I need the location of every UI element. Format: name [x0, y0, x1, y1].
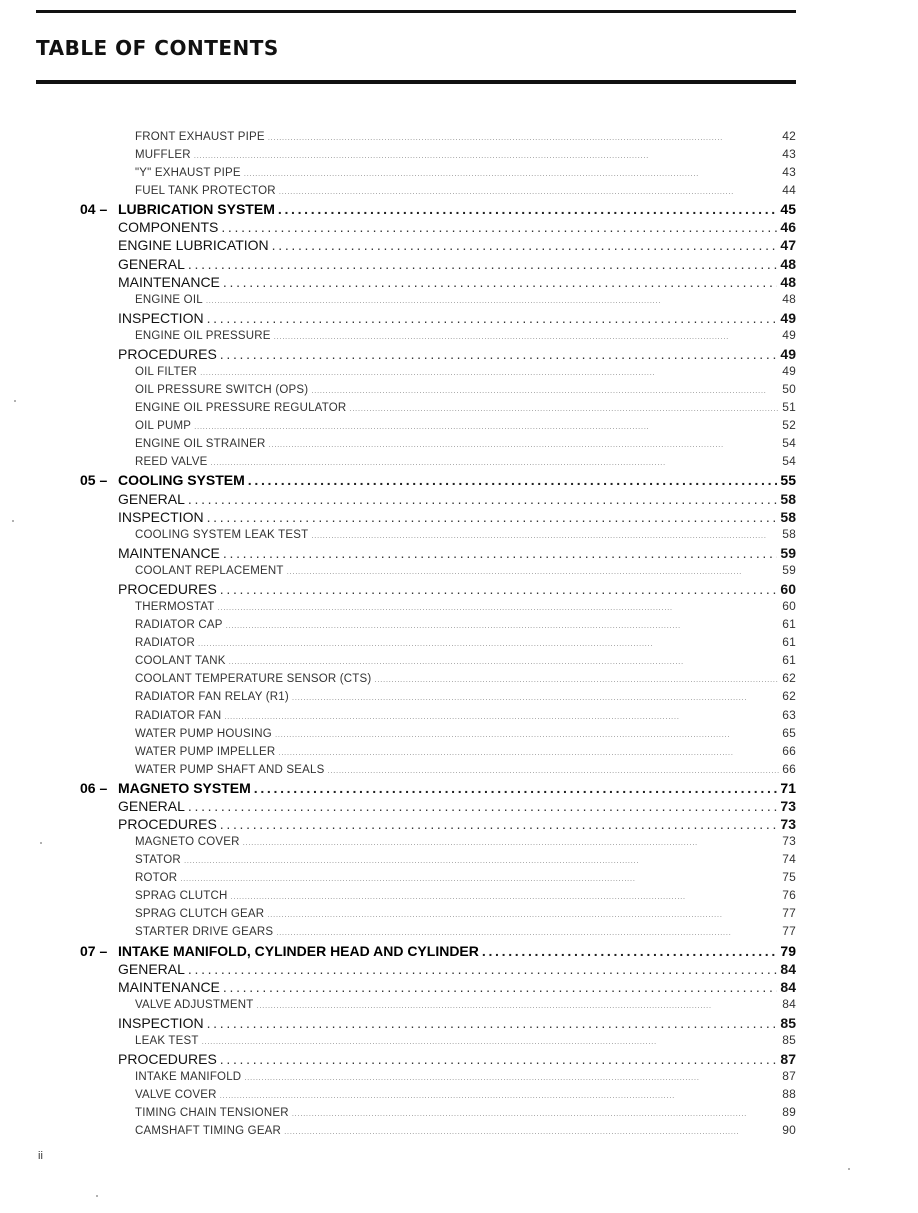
toc-subsection-row[interactable]	[0, 165, 918, 183]
toc-entry-title: PROCEDURES	[118, 1050, 217, 1067]
dot-leader	[292, 1109, 780, 1118]
toc-section-row[interactable]	[0, 256, 918, 274]
toc-entry-title: FRONT EXHAUST PIPE	[135, 131, 265, 143]
toc-section-row[interactable]	[0, 237, 918, 255]
toc-entry-title: COOLING SYSTEM LEAK TEST	[135, 528, 309, 541]
toc-page-number: 71	[780, 779, 796, 796]
toc-page-number: 87	[780, 1050, 796, 1067]
toc-page-number: 54	[782, 454, 796, 469]
toc-page-number: 74	[782, 852, 796, 867]
toc-subsection-row[interactable]	[0, 436, 918, 454]
dot-leader	[254, 780, 778, 796]
dot-leader	[206, 296, 779, 305]
toc-entry-title: TIMING CHAIN TENSIONER	[135, 1107, 289, 1120]
toc-page-number: 46	[780, 219, 796, 236]
dot-leader	[292, 693, 779, 702]
dot-leader	[220, 581, 778, 597]
toc-section-row[interactable]	[0, 346, 918, 364]
toc-entry-title: OIL PUMP	[135, 420, 192, 433]
dot-leader	[482, 943, 778, 959]
toc-entry-title: REED VALVE	[135, 456, 208, 469]
toc-subsection-row[interactable]	[0, 708, 918, 726]
toc-page-number: 59	[782, 562, 796, 577]
toc-section-row[interactable]	[0, 509, 918, 527]
toc-section-row[interactable]	[0, 219, 918, 237]
toc-subsection-row[interactable]	[0, 906, 918, 924]
scan-speck	[96, 1195, 98, 1197]
toc-page-number: 63	[782, 707, 796, 722]
dot-leader	[275, 730, 779, 739]
toc-entry-title: RADIATOR FAN RELAY (R1)	[135, 691, 289, 704]
dot-leader	[268, 133, 780, 142]
toc-subsection-row[interactable]	[0, 400, 918, 418]
toc-page-number: 43	[782, 165, 796, 180]
dot-leader	[220, 816, 778, 832]
toc-page-number: 88	[782, 1087, 796, 1102]
dot-leader	[224, 712, 779, 721]
toc-page-number: 84	[780, 960, 796, 977]
toc-entry-title: FUEL TANK PROTECTOR	[135, 185, 276, 198]
dot-leader	[243, 838, 780, 847]
dot-leader	[231, 892, 780, 901]
toc-page-number: 89	[782, 1105, 796, 1120]
dot-leader	[223, 545, 778, 561]
toc-subsection-row[interactable]	[0, 671, 918, 689]
toc-page-number: 65	[782, 725, 796, 740]
toc-entry-title: CAMSHAFT TIMING GEAR	[135, 1125, 282, 1138]
toc-section-row[interactable]	[0, 310, 918, 328]
dot-leader	[327, 766, 779, 775]
toc-page-number: 62	[782, 689, 796, 704]
toc-entry-title: SPRAG CLUTCH	[135, 890, 228, 903]
toc-page-number: 48	[780, 273, 796, 290]
chapter-number: 05 –	[80, 472, 108, 489]
toc-section-row[interactable]	[0, 961, 918, 979]
toc-section-row[interactable]	[0, 798, 918, 816]
dot-leader	[207, 1015, 778, 1031]
dot-leader	[284, 1127, 779, 1136]
toc-section-row[interactable]	[0, 979, 918, 997]
toc-subsection-row[interactable]	[0, 454, 918, 472]
toc-entry-title: MAINTENANCE	[118, 273, 220, 290]
toc-entry-title: COOLANT REPLACEMENT	[135, 564, 284, 577]
dot-leader	[244, 169, 780, 178]
toc-subsection-row[interactable]	[0, 1033, 918, 1051]
toc-subsection-row[interactable]	[0, 852, 918, 870]
toc-entry-title: VALVE COVER	[135, 1089, 217, 1102]
toc-page-number: 79	[780, 942, 796, 959]
toc-section-row[interactable]	[0, 491, 918, 509]
toc-entry-title: ENGINE OIL STRAINER	[135, 438, 266, 451]
toc-subsection-row[interactable]	[0, 1069, 918, 1087]
toc-chapter-row[interactable]	[0, 780, 918, 798]
toc-page-number: 61	[782, 617, 796, 632]
toc-subsection-row[interactable]	[0, 870, 918, 888]
toc-entry-title: ENGINE OIL	[135, 293, 203, 306]
dot-leader	[278, 201, 778, 217]
dot-leader	[198, 639, 779, 648]
toc-entry-title: PROCEDURES	[118, 580, 217, 597]
toc-page-number: 76	[782, 888, 796, 903]
chapter-number: 04 –	[80, 201, 108, 218]
toc-page-number: 58	[782, 526, 796, 541]
toc-subsection-row[interactable]	[0, 129, 918, 147]
toc-section-row[interactable]	[0, 545, 918, 563]
chapter-number: 07 –	[80, 942, 108, 959]
toc-page-number: 85	[780, 1014, 796, 1031]
toc-subsection-row[interactable]	[0, 635, 918, 653]
dot-leader	[180, 874, 779, 883]
toc-subsection-row[interactable]	[0, 1123, 918, 1141]
toc-entry-title: MAGNETO SYSTEM	[118, 779, 251, 796]
dot-leader	[244, 1073, 779, 1082]
toc-page-number: 52	[782, 418, 796, 433]
toc-entry-title: INTAKE MANIFOLD	[135, 1071, 242, 1084]
toc-entry-title: LUBRICATION SYSTEM	[118, 201, 275, 218]
toc-page-number: 49	[782, 327, 796, 342]
toc-section-row[interactable]	[0, 581, 918, 599]
dot-leader	[188, 491, 778, 507]
toc-page-number: 85	[782, 1032, 796, 1047]
toc-page-number: 62	[782, 671, 796, 686]
dot-leader	[278, 748, 779, 757]
toc-entry-title: COOLING SYSTEM	[118, 472, 245, 489]
toc-page-number: 49	[780, 309, 796, 326]
toc-subsection-row[interactable]	[0, 653, 918, 671]
toc-entry-title: GENERAL	[118, 960, 185, 977]
toc-page-number: 48	[780, 255, 796, 272]
dot-leader	[188, 256, 778, 272]
toc-page-number: 47	[780, 237, 796, 254]
toc-subsection-row[interactable]	[0, 382, 918, 400]
toc-page-number: 58	[780, 490, 796, 507]
toc-entry-title: WATER PUMP SHAFT AND SEALS	[135, 763, 325, 776]
dot-leader	[267, 910, 779, 919]
toc-subsection-row[interactable]	[0, 292, 918, 310]
toc-subsection-row[interactable]	[0, 762, 918, 780]
toc-entry-title: INSPECTION	[118, 1014, 204, 1031]
dot-leader	[218, 603, 780, 612]
toc-subsection-row[interactable]	[0, 147, 918, 165]
toc-subsection-row[interactable]	[0, 328, 918, 346]
toc-page-number: 42	[782, 129, 796, 143]
toc-subsection-row[interactable]	[0, 418, 918, 436]
toc-page-number: 84	[782, 996, 796, 1011]
dot-leader	[274, 332, 780, 341]
toc-page-number: 44	[782, 183, 796, 198]
toc-entry-title: GENERAL	[118, 490, 185, 507]
toc-entry-title: PROCEDURES	[118, 815, 217, 832]
dot-leader	[194, 151, 780, 160]
toc-page-number: 58	[780, 508, 796, 525]
toc-page-number: 61	[782, 653, 796, 668]
dot-leader	[287, 567, 780, 576]
dot-leader	[207, 310, 778, 326]
chapter-number: 06 –	[80, 779, 108, 796]
toc-chapter-row[interactable]	[0, 201, 918, 219]
toc-subsection-row[interactable]	[0, 563, 918, 581]
toc-section-row[interactable]	[0, 1015, 918, 1033]
dot-leader	[220, 346, 778, 362]
scan-speck	[848, 1168, 850, 1170]
toc-subsection-row[interactable]	[0, 997, 918, 1015]
toc-entry-title: VALVE ADJUSTMENT	[135, 998, 254, 1011]
toc-chapter-row[interactable]	[0, 472, 918, 490]
dot-leader	[220, 1051, 778, 1067]
toc-entry-title: COOLANT TANK	[135, 655, 226, 668]
dot-leader	[194, 422, 779, 431]
header-rule-bottom	[36, 80, 796, 84]
toc-subsection-row[interactable]	[0, 689, 918, 707]
toc-entry-title: ENGINE OIL PRESSURE	[135, 329, 271, 342]
toc-page-number: 73	[780, 797, 796, 814]
toc-entry-title: SPRAG CLUTCH GEAR	[135, 908, 265, 921]
toc-section-row[interactable]	[0, 274, 918, 292]
toc-entry-title: INSPECTION	[118, 508, 204, 525]
dot-leader	[226, 621, 780, 630]
dot-leader	[248, 472, 778, 488]
dot-leader	[311, 531, 779, 540]
toc-entry-title: RADIATOR CAP	[135, 619, 223, 632]
toc-subsection-row[interactable]	[0, 834, 918, 852]
toc-page-number: 66	[782, 743, 796, 758]
toc-section-row[interactable]	[0, 816, 918, 834]
dot-leader	[202, 1037, 780, 1046]
toc-page-number: 43	[782, 147, 796, 162]
dot-leader	[311, 386, 779, 395]
page-title: TABLE OF CONTENTS	[36, 36, 279, 60]
toc-subsection-row[interactable]	[0, 744, 918, 762]
toc-subsection-row[interactable]	[0, 1087, 918, 1105]
toc-page-number: 77	[782, 906, 796, 921]
toc-subsection-row[interactable]	[0, 527, 918, 545]
toc-subsection-row[interactable]	[0, 364, 918, 382]
toc-entry-title: PROCEDURES	[118, 345, 217, 362]
dot-leader	[200, 368, 779, 377]
toc-subsection-row[interactable]	[0, 599, 918, 617]
toc-entry-title: MAINTENANCE	[118, 978, 220, 995]
toc-entry-title: RADIATOR	[135, 637, 195, 650]
toc-page-number: 87	[782, 1069, 796, 1084]
dot-leader	[221, 219, 777, 235]
toc-section-row[interactable]	[0, 1051, 918, 1069]
dot-leader	[269, 440, 780, 449]
toc-entry-title: STARTER DRIVE GEARS	[135, 926, 274, 939]
header-rule-top	[36, 10, 796, 13]
toc-page-number: 66	[782, 761, 796, 776]
toc-entry-title: LEAK TEST	[135, 1034, 199, 1047]
dot-leader	[207, 509, 778, 525]
toc-entry-title: ENGINE LUBRICATION	[118, 237, 269, 254]
toc-subsection-row[interactable]	[0, 183, 918, 201]
toc-page-number: 50	[782, 382, 796, 397]
toc-page-number: 75	[782, 870, 796, 885]
toc-page-number: 73	[782, 834, 796, 849]
toc-page-number: 84	[780, 978, 796, 995]
toc-entry-title: THERMOSTAT	[135, 601, 215, 614]
toc-page-number: 60	[782, 599, 796, 614]
page-number: ii	[38, 1150, 43, 1162]
toc-subsection-row[interactable]	[0, 888, 918, 906]
dot-leader	[220, 1091, 780, 1100]
dot-leader	[223, 274, 778, 290]
table-of-contents	[0, 129, 918, 1141]
toc-subsection-row[interactable]	[0, 1105, 918, 1123]
toc-entry-title: OIL PRESSURE SWITCH (OPS)	[135, 384, 309, 397]
toc-entry-title: STATOR	[135, 854, 181, 867]
toc-page-number: 60	[780, 580, 796, 597]
toc-entry-title: ENGINE OIL PRESSURE REGULATOR	[135, 402, 347, 415]
dot-leader	[211, 458, 780, 467]
scan-speck	[14, 400, 16, 402]
toc-subsection-row[interactable]	[0, 617, 918, 635]
toc-entry-title: MAGNETO COVER	[135, 836, 240, 849]
toc-entry-title: MAINTENANCE	[118, 544, 220, 561]
dot-leader	[272, 237, 778, 253]
toc-page-number: 49	[780, 345, 796, 362]
toc-entry-title: GENERAL	[118, 255, 185, 272]
toc-entry-title: INSPECTION	[118, 309, 204, 326]
toc-entry-title: COOLANT TEMPERATURE SENSOR (CTS)	[135, 673, 372, 686]
toc-page-number: 48	[782, 291, 796, 306]
toc-entry-title: RADIATOR FAN	[135, 709, 222, 722]
toc-page-number: 73	[780, 815, 796, 832]
toc-entry-title: GENERAL	[118, 797, 185, 814]
dot-leader	[279, 187, 779, 196]
toc-entry-title: WATER PUMP IMPELLER	[135, 745, 276, 758]
dot-leader	[184, 856, 779, 865]
dot-leader	[374, 675, 779, 684]
toc-page-number: 77	[782, 924, 796, 939]
toc-entry-title: INTAKE MANIFOLD, CYLINDER HEAD AND CYLINDER	[118, 942, 479, 959]
toc-entry-title: MUFFLER	[135, 149, 191, 162]
dot-leader	[188, 798, 778, 814]
toc-page-number: 61	[782, 635, 796, 650]
scan-speck	[40, 842, 42, 844]
dot-leader	[349, 404, 779, 413]
scan-speck	[12, 520, 14, 522]
toc-page-number: 49	[782, 364, 796, 379]
dot-leader	[229, 657, 780, 666]
toc-entry-title: "Y" EXHAUST PIPE	[135, 167, 241, 180]
dot-leader	[256, 1001, 779, 1010]
dot-leader	[276, 928, 779, 937]
toc-entry-title: OIL FILTER	[135, 366, 198, 379]
toc-page-number: 90	[782, 1123, 796, 1138]
toc-subsection-row[interactable]	[0, 726, 918, 744]
toc-entry-title: COMPONENTS	[118, 219, 219, 236]
toc-page-number: 55	[780, 472, 796, 489]
toc-entry-title: ROTOR	[135, 872, 178, 885]
dot-leader	[188, 961, 778, 977]
dot-leader	[223, 979, 778, 995]
toc-page-number: 45	[780, 201, 796, 218]
toc-entry-title: WATER PUMP HOUSING	[135, 727, 272, 740]
toc-page-number: 59	[780, 544, 796, 561]
toc-subsection-row[interactable]	[0, 924, 918, 942]
toc-page-number: 51	[782, 400, 796, 415]
toc-chapter-row[interactable]	[0, 943, 918, 961]
toc-page-number: 54	[782, 436, 796, 451]
